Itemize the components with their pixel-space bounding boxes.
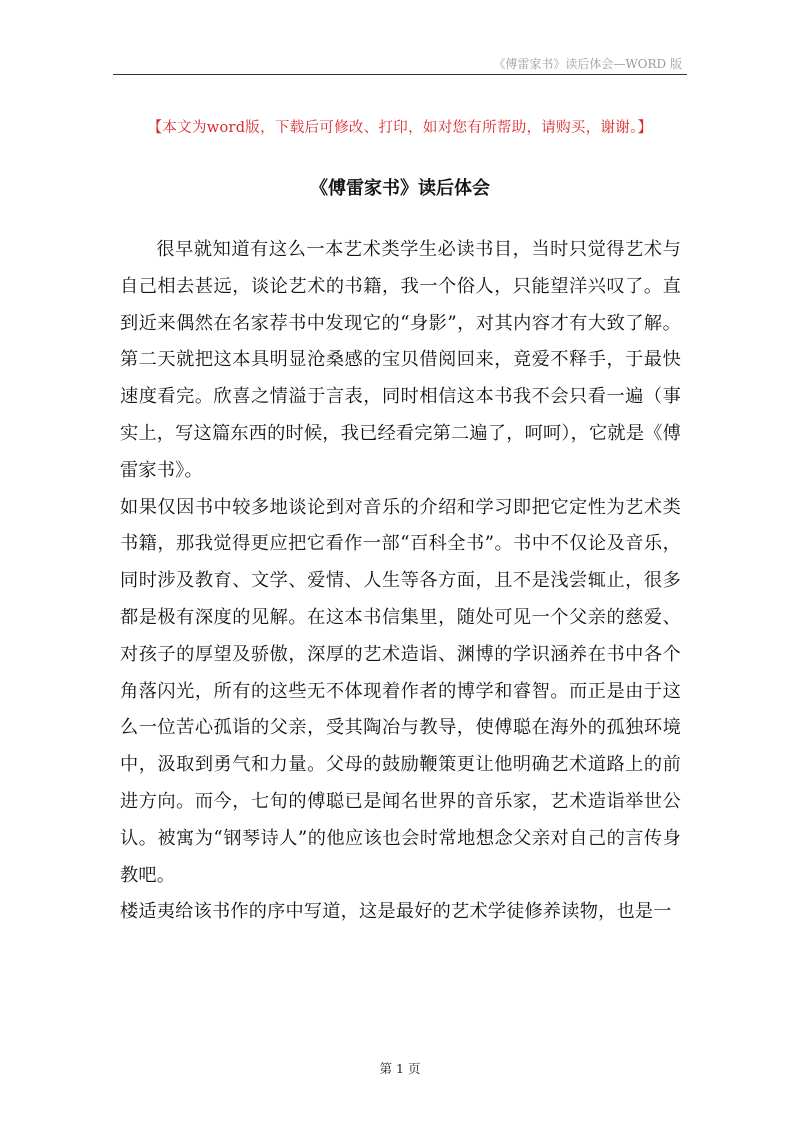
article-title: 《傅雷家书》读后体会 [310, 178, 490, 199]
paragraph-1: 很早就知道有这么一本艺术类学生必读书目，当时只觉得艺术与自己相去甚远，谈论艺术的书籍，我一个俗人，只能望洋兴叹了。直到近来偶然在名家荐书中发现它的“身影”，对其内容才有大致了解。第二天就把这本具明显沧桑感的宝贝借阅回来，竟爱不释手，于最快速度看完。欣喜之情溢于言表，同时相信这本书我不会只看一遍（事实上，写这篇东西的时候，我已经看完第二遍了，呵呵），它就是《傅雷家书》。 [120, 239, 681, 481]
paragraph-3: 楼适夷给该书作的序中写道，这是最好的艺术学徒修养读物，也是一 [120, 901, 672, 923]
download-notice: 【本文为word版，下载后可修改、打印，如对您有所帮助，请购买，谢谢。】 [147, 120, 653, 136]
article-body [120, 232, 681, 931]
header-divider [113, 74, 687, 75]
running-header: 《傅雷家书》读后体会—WORD 版 [493, 57, 682, 71]
paragraph-2: 如果仅因书中较多地谈论到对音乐的介绍和学习即把它定性为艺术类书籍，那我觉得更应把它看作一部“百科全书”。书中不仅论及音乐，同时涉及教育、文学、爱情、人生等各方面，且不是浅尝辄止，很多都是极有深度的见解。在这本书信集里，随处可见一个父亲的慈爱、对孩子的厚望及骄傲，深厚的艺术造诣、渊博的学识涵养在书中各个角落闪光，所有的这些无不体现着作者的博学和睿智。而正是由于这么一位苦心孤诣的父亲，受其陶冶与教导，使傅聪在海外的孤独环境中，汲取到勇气和力量。父母的鼓励鞭策更让他明确艺术道路上的前进方向。而今，七旬的傅聪已是闻名世界的音乐家，艺术造诣举世公认。被寓为“钢琴诗人”的他应该也会时常地想念父亲对自己的言传身教吧。 [120, 496, 681, 886]
page-number: 第 1 页 [379, 1061, 421, 1076]
